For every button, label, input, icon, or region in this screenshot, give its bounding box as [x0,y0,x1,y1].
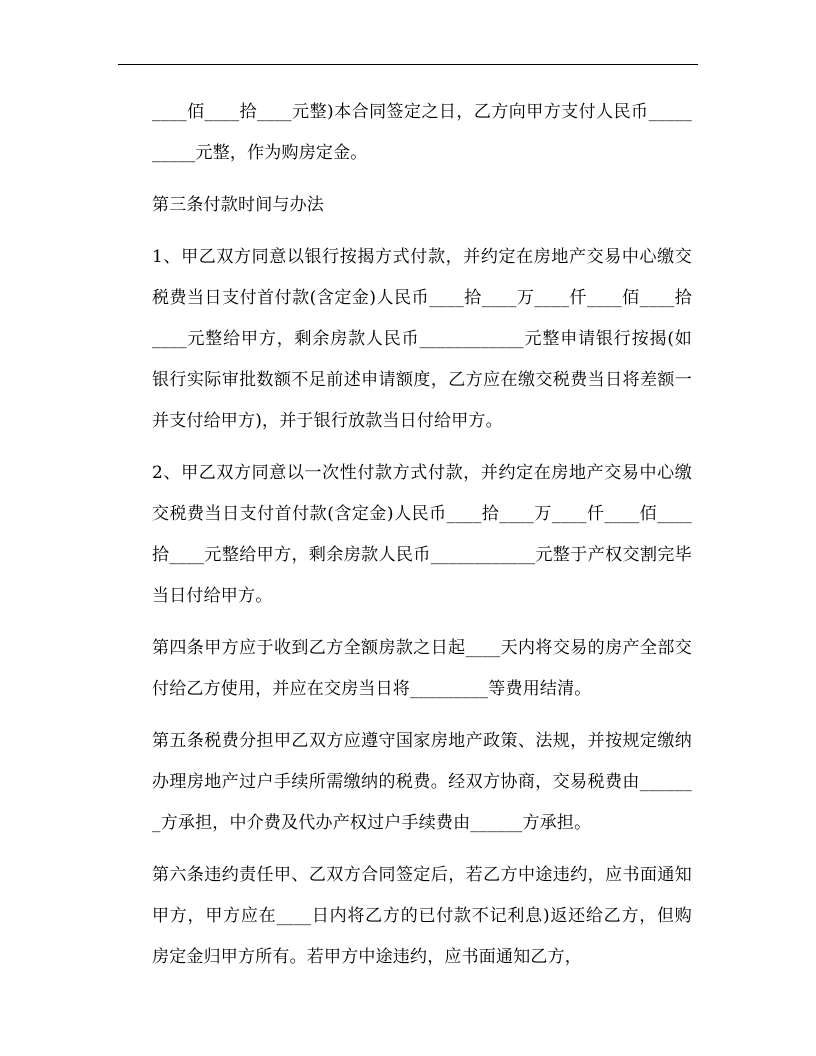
document-body [152,92,692,978]
header-rule [118,64,698,65]
heading-article-3: 第三条付款时间与办法 [152,195,324,215]
paragraph-article-6: 第六条违约责任甲、乙双方合同签定后，若乙方中途违约，应书面通知甲方，甲方应在____日内将乙方的已付款不记利息)返还给乙方，但购房定金归甲方所有。若甲方中途违约，应书面通知乙方， [152,865,692,967]
paragraph-mortgage-payment: 1、甲乙双方同意以银行按揭方式付款，并约定在房地产交易中心缴交税费当日支付首付款(含定金)人民币____拾____万____仟____佰____拾____元整给甲方，剩余房款人民币____________元整申请银行按揭(如银行实际审批数额不足前述申请额度，乙方应在缴交税费当日将差额一并支付给甲方)，并于银行放款当日付给甲方。 [152,247,692,431]
paragraph-deposit: ____佰____拾____元整)本合同签定之日，乙方向甲方支付人民币__________元整，作为购房定金。 [152,102,692,163]
paragraph-article-4: 第四条甲方应于收到乙方全额房款之日起____天内将交易的房产全部交付给乙方使用，并应在交房当日将_________等费用结清。 [152,638,692,699]
paragraph-article-5: 第五条税费分担甲乙双方应遵守国家房地产政策、法规，并按规定缴纳办理房地产过户手续所需缴纳的税费。经双方协商，交易税费由_______方承担，中介费及代办产权过户手续费由______方承担。 [152,731,692,833]
paragraph-lump-sum-payment: 2、甲乙双方同意以一次性付款方式付款，并约定在房地产交易中心缴交税费当日支付首付款(含定金)人民币____拾____万____仟____佰____拾____元整给甲方，剩余房款人民币____________元整于产权交割完毕当日付给甲方。 [152,463,692,606]
